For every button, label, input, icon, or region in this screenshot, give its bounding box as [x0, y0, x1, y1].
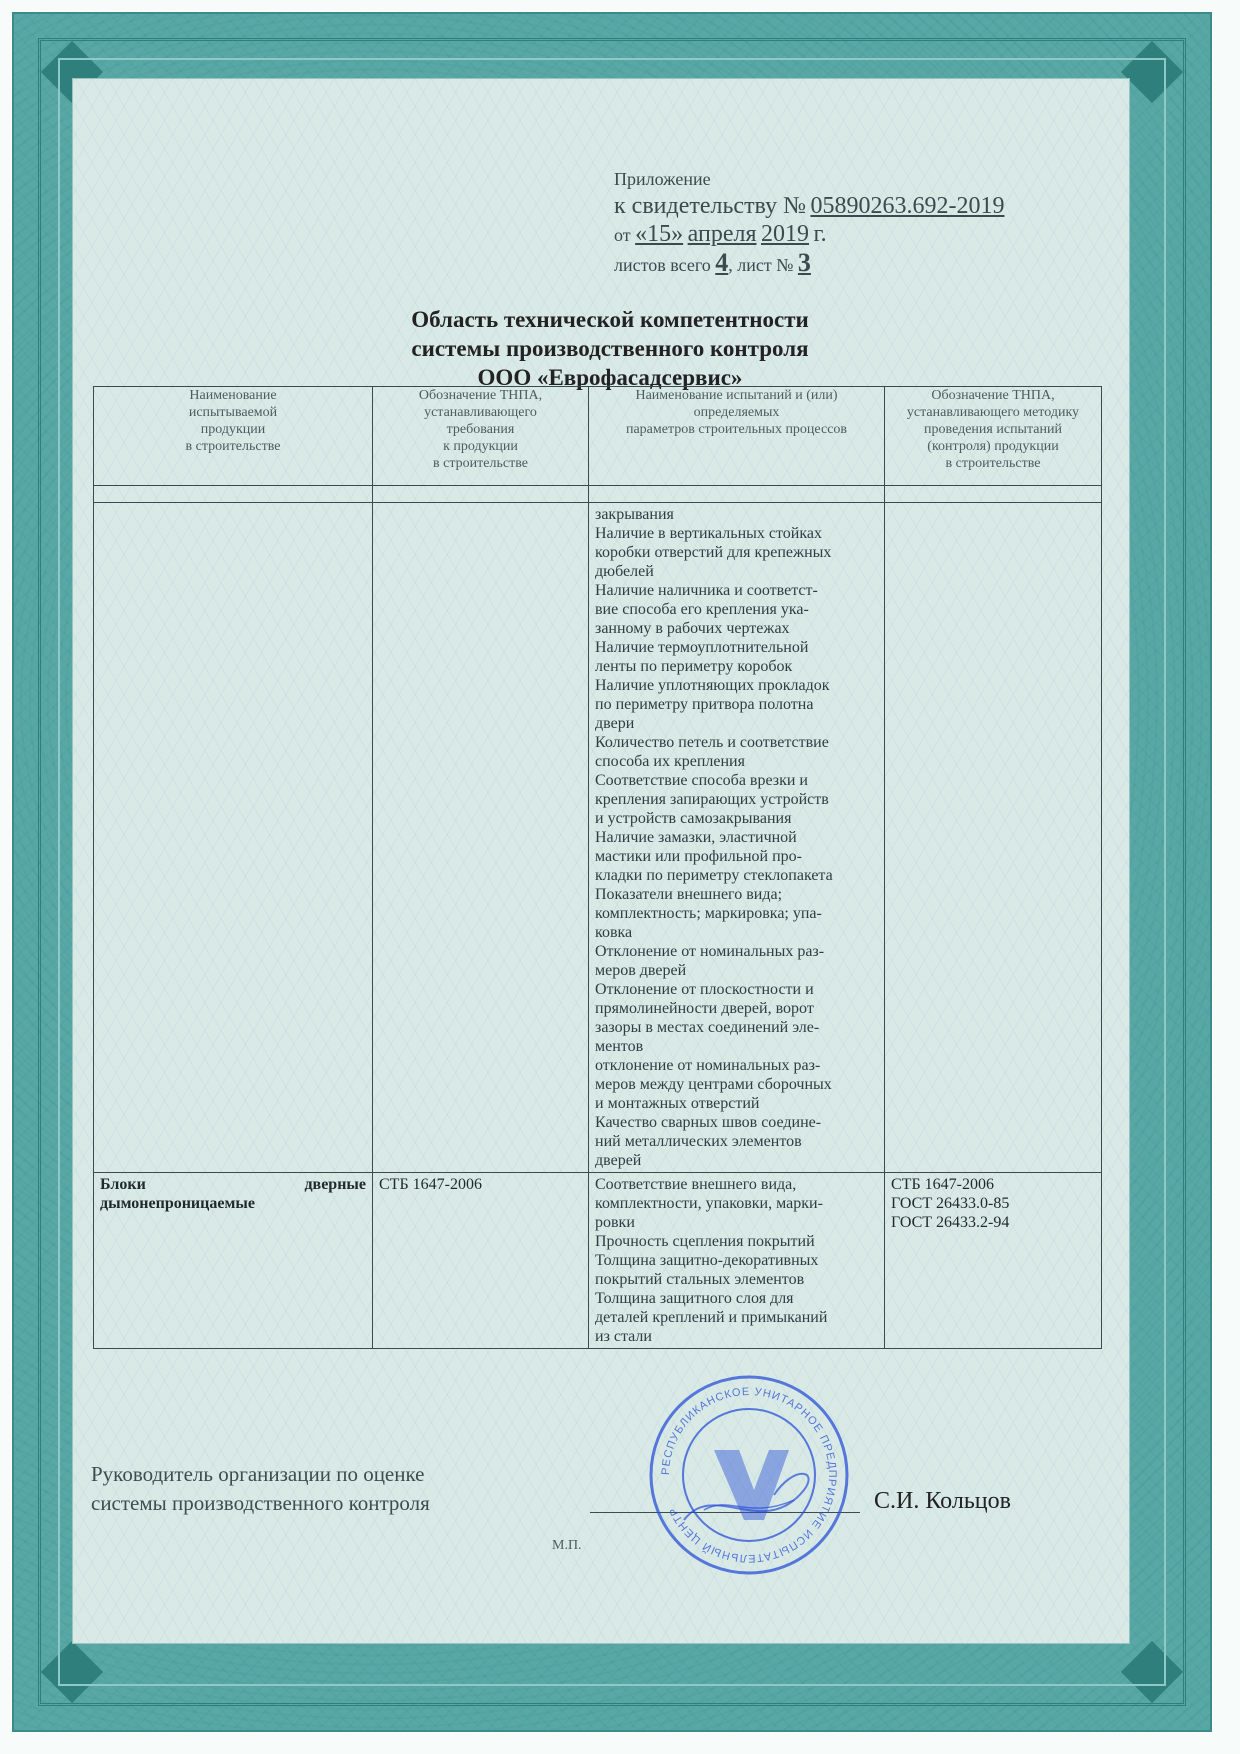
- test-parameter-line: ментов: [595, 1038, 644, 1055]
- test-parameter-line: занному в рабочих чертежах: [595, 620, 790, 637]
- table-row: [94, 503, 1102, 1173]
- test-parameter-line: комплектность; маркировка; упа-: [595, 905, 822, 922]
- table-header-row: [94, 387, 1102, 486]
- document-title: [330, 305, 890, 392]
- test-parameter-line: прямолинейности дверей, ворот: [595, 1000, 814, 1017]
- tnpa-code: ГОСТ 26433.2-94: [891, 1214, 1010, 1231]
- tnpa-code: ГОСТ 26433.0-85: [891, 1195, 1010, 1212]
- test-parameter-line: комплектности, упаковки, марки-: [595, 1195, 823, 1212]
- appendix-sheets-line: [614, 249, 1004, 279]
- test-parameter-line: по периметру притвора полотна: [595, 696, 814, 713]
- test-parameter-line: вие способа его крепления ука-: [595, 601, 809, 618]
- header-text: устанавливающего методику: [906, 405, 1080, 420]
- title-line: Область технической компетентности: [411, 307, 809, 332]
- test-parameter-line: из стали: [595, 1328, 652, 1345]
- test-parameter-line: закрывания: [595, 506, 674, 523]
- competence-table: [93, 386, 1102, 1349]
- table-row: [94, 1173, 1102, 1349]
- test-parameter-line: отклонение от номинальных раз-: [595, 1057, 821, 1074]
- test-parameter-line: Показатели внешнего вида;: [595, 886, 783, 903]
- test-parameter-line: Наличие термоуплотнительной: [595, 639, 809, 656]
- test-parameter-line: меров между центрами сборочных: [595, 1076, 832, 1093]
- header-text: продукции: [200, 422, 266, 437]
- header-text: требования: [446, 422, 515, 437]
- sheet-label: , лист №: [728, 255, 794, 275]
- test-parameter-line: мастики или профильной про-: [595, 848, 803, 865]
- appendix-label: Приложение: [614, 169, 711, 189]
- cell-product: [94, 503, 373, 1173]
- header-tests: [589, 387, 885, 486]
- appendix-header: [614, 166, 1004, 279]
- sheets-prefix: листов всего: [614, 255, 711, 275]
- cell-requirement-tnpa: [373, 1173, 589, 1349]
- header-text: к продукции: [443, 439, 518, 454]
- test-parameter-line: Отклонение от номинальных раз-: [595, 943, 825, 960]
- test-parameter-line: Толщина защитного слоя для: [595, 1290, 794, 1307]
- test-parameter-line: Отклонение от плоскостности и: [595, 981, 814, 998]
- official-stamp-icon: [644, 1370, 854, 1580]
- test-parameter-line: зазоры в местах соединений эле-: [595, 1019, 820, 1036]
- test-parameter-line: ковка: [595, 924, 633, 941]
- cell-method-tnpa: [885, 1173, 1102, 1349]
- header-requirement-tnpa: [373, 387, 589, 486]
- test-parameter-line: Наличие уплотняющих прокладок: [595, 677, 830, 694]
- test-parameter-line: Количество петель и соответствие: [595, 734, 829, 751]
- cell-tests: [589, 1173, 885, 1349]
- test-parameter-line: и монтажных отверстий: [595, 1095, 760, 1112]
- signatory-position: [91, 1460, 430, 1518]
- header-text: в строительстве: [185, 439, 281, 454]
- tnpa-code: СТБ 1647-2006: [379, 1176, 482, 1193]
- title-line: ООО «Еврофасадсервис»: [477, 365, 743, 390]
- test-parameter-line: ленты по периметру коробок: [595, 658, 793, 675]
- svg-text:РЕСПУБЛИКАНСКОЕ УНИТАРНОЕ ПРЕД: РЕСПУБЛИКАНСКОЕ УНИТАРНОЕ ПРЕДПРИЯТИЕ ИСПЫТАТЕЛЬНЫЙ ЦЕНТР: [659, 1385, 839, 1565]
- test-parameter-line: Наличие замазки, эластичной: [595, 829, 797, 846]
- header-text: проведения испытаний: [924, 422, 1062, 437]
- header-text: параметров строительных процессов: [625, 422, 848, 437]
- appendix-certificate-line: [614, 193, 1004, 221]
- test-parameter-line: ровки: [595, 1214, 635, 1231]
- seal-place-label: М.П.: [552, 1538, 582, 1553]
- product-name-line: [100, 1175, 366, 1194]
- product-name-line: дымонепроницаемые: [100, 1195, 255, 1212]
- product-word: дверные: [304, 1176, 366, 1193]
- header-product: [94, 387, 373, 486]
- date-year: 2019: [761, 221, 809, 247]
- header-text: в строительстве: [433, 456, 528, 471]
- test-parameter-line: способа их крепления: [595, 753, 745, 770]
- cell-tests: [589, 503, 885, 1173]
- date-prefix: от: [614, 225, 631, 245]
- signer-name: С.И. Кольцов: [874, 1488, 1011, 1514]
- test-parameter-line: Наличие в вертикальных стойках: [595, 525, 822, 542]
- header-text: (контроля) продукции: [927, 439, 1059, 454]
- tnpa-code: СТБ 1647-2006: [891, 1176, 994, 1193]
- date-day: «15»: [635, 221, 684, 247]
- header-text: испытываемой: [188, 405, 278, 420]
- test-parameter-line: двери: [595, 715, 635, 732]
- header-text: Наименование: [189, 388, 277, 403]
- sheet-number: 3: [797, 248, 811, 277]
- test-parameter-line: меров дверей: [595, 962, 687, 979]
- test-parameter-line: Толщина защитно-декоративных: [595, 1252, 819, 1269]
- header-text: устанавливающего: [424, 405, 537, 420]
- test-parameter-line: деталей креплений и примыканий: [595, 1309, 828, 1326]
- certificate-prefix: к свидетельству №: [614, 193, 806, 219]
- test-parameter-line: покрытий стальных элементов: [595, 1271, 805, 1288]
- date-year-suffix: г.: [813, 221, 827, 247]
- certificate-number: 05890263.692-2019: [810, 193, 1005, 219]
- test-parameter-line: дюбелей: [595, 563, 654, 580]
- test-parameter-line: Соответствие внешнего вида,: [595, 1176, 797, 1193]
- title-line: системы производственного контроля: [411, 336, 809, 361]
- test-parameter-line: дверей: [595, 1152, 642, 1169]
- header-text: в строительстве: [945, 456, 1041, 471]
- header-text: Обозначение ТНПА,: [931, 388, 1055, 403]
- cell-method-tnpa: [885, 503, 1102, 1173]
- header-text: определяемых: [693, 405, 780, 420]
- test-parameter-line: и устройств самозакрывания: [595, 810, 792, 827]
- header-text: Наименование испытаний и (или): [635, 388, 838, 403]
- test-parameter-line: Качество сварных швов соедине-: [595, 1114, 822, 1131]
- position-line: системы производственного контроля: [91, 1491, 430, 1515]
- table-spacer-row: [94, 486, 1102, 503]
- test-parameter-line: Прочность сцепления покрытий: [595, 1233, 815, 1250]
- product-word: Блоки: [100, 1176, 146, 1193]
- cell-product: [94, 1173, 373, 1349]
- test-parameter-line: коробки отверстий для крепежных: [595, 544, 832, 561]
- test-parameter-line: Соответствие способа врезки и: [595, 772, 808, 789]
- header-text: Обозначение ТНПА,: [418, 388, 543, 403]
- cell-requirement-tnpa: [373, 503, 589, 1173]
- sheets-total: 4: [715, 248, 729, 277]
- header-method-tnpa: [885, 387, 1102, 486]
- test-parameter-line: кладки по периметру стеклопакета: [595, 867, 833, 884]
- test-parameter-line: Наличие наличника и соответст-: [595, 582, 818, 599]
- position-line: Руководитель организации по оценке: [91, 1462, 425, 1486]
- test-parameter-line: ний металлических элементов: [595, 1133, 802, 1150]
- appendix-date-line: [614, 221, 1004, 249]
- test-parameter-line: крепления запирающих устройств: [595, 791, 829, 808]
- date-month: апреля: [687, 221, 757, 247]
